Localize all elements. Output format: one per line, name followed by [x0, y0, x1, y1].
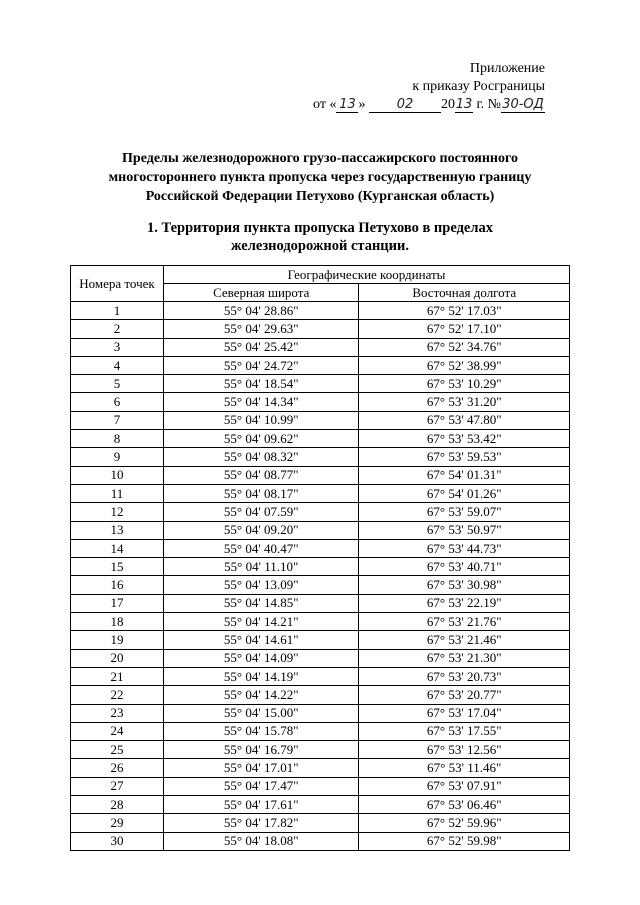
order-year-suffix: 13: [455, 97, 473, 112]
longitude-cell: 67° 53' 17.55": [359, 722, 570, 740]
longitude-cell: 67° 53' 47.80": [359, 411, 570, 429]
appendix-header: [313, 60, 545, 114]
point-number-cell: 18: [71, 613, 164, 631]
table-row: [71, 484, 570, 502]
table-row: [71, 448, 570, 466]
latitude-cell: 55° 04' 18.08": [164, 832, 359, 850]
table-row: [71, 796, 570, 814]
longitude-cell: 67° 53' 53.42": [359, 430, 570, 448]
latitude-cell: 55° 04' 15.00": [164, 704, 359, 722]
table-row: [71, 594, 570, 612]
order-day: 13: [336, 97, 358, 113]
point-number-cell: 28: [71, 796, 164, 814]
point-number-cell: 10: [71, 466, 164, 484]
longitude-cell: 67° 52' 17.03": [359, 302, 570, 320]
longitude-cell: 67° 52' 59.98": [359, 832, 570, 850]
point-number-cell: 24: [71, 722, 164, 740]
table-row: [71, 558, 570, 576]
point-number-cell: 21: [71, 667, 164, 685]
longitude-cell: 67° 53' 31.20": [359, 393, 570, 411]
longitude-cell: 67° 53' 59.53": [359, 448, 570, 466]
longitude-cell: 67° 53' 20.77": [359, 686, 570, 704]
latitude-cell: 55° 04' 14.09": [164, 649, 359, 667]
order-prefix: от «: [313, 97, 337, 112]
longitude-cell: 67° 53' 20.73": [359, 667, 570, 685]
point-number-cell: 12: [71, 503, 164, 521]
latitude-cell: 55° 04' 17.82": [164, 814, 359, 832]
section-heading: [0, 219, 640, 255]
point-number-cell: 3: [71, 338, 164, 356]
latitude-cell: 55° 04' 15.78": [164, 722, 359, 740]
table-row: [71, 649, 570, 667]
latitude-cell: 55° 04' 09.20": [164, 521, 359, 539]
longitude-cell: 67° 53' 50.97": [359, 521, 570, 539]
point-number-cell: 26: [71, 759, 164, 777]
latitude-cell: 55° 04' 11.10": [164, 558, 359, 576]
point-number-cell: 23: [71, 704, 164, 722]
table-row: [71, 759, 570, 777]
table-row: [71, 613, 570, 631]
table-row: [71, 539, 570, 557]
table-row: [71, 411, 570, 429]
appendix-order-ref: к приказу Росграницы: [412, 79, 545, 94]
longitude-cell: 67° 53' 21.76": [359, 613, 570, 631]
point-number-cell: 4: [71, 356, 164, 374]
latitude-cell: 55° 04' 08.17": [164, 484, 359, 502]
table-row: [71, 777, 570, 795]
table-row: [71, 832, 570, 850]
table-row: [71, 722, 570, 740]
longitude-cell: 67° 53' 10.29": [359, 375, 570, 393]
latitude-cell: 55° 04' 14.19": [164, 667, 359, 685]
order-number: 30-ОД: [502, 97, 544, 112]
section-heading-line: 1. Территория пункта пропуска Петухово в пределах: [147, 220, 493, 236]
title-line: Пределы железнодорожного грузо-пассажирского постоянного: [122, 151, 518, 166]
latitude-header: Северная широта: [164, 284, 359, 302]
point-number-cell: 13: [71, 521, 164, 539]
order-month: 02: [369, 97, 441, 113]
table-row: [71, 631, 570, 649]
latitude-cell: 55° 04' 25.42": [164, 338, 359, 356]
latitude-cell: 55° 04' 40.47": [164, 539, 359, 557]
point-number-cell: 19: [71, 631, 164, 649]
table-row: [71, 503, 570, 521]
latitude-cell: 55° 04' 08.77": [164, 466, 359, 484]
appendix-label: Приложение: [469, 61, 545, 76]
longitude-header: Восточная долгота: [359, 284, 570, 302]
point-number-cell: 15: [71, 558, 164, 576]
latitude-cell: 55° 04' 14.21": [164, 613, 359, 631]
point-number-cell: 14: [71, 539, 164, 557]
order-year-prefix: 20: [440, 97, 455, 112]
latitude-cell: 55° 04' 14.22": [164, 686, 359, 704]
table-row: [71, 375, 570, 393]
point-number-header: Номера точек: [71, 266, 164, 302]
longitude-cell: 67° 53' 21.30": [359, 649, 570, 667]
latitude-cell: 55° 04' 17.61": [164, 796, 359, 814]
point-number-cell: 20: [71, 649, 164, 667]
table-row: [71, 320, 570, 338]
table-row: [71, 686, 570, 704]
longitude-cell: 67° 52' 38.99": [359, 356, 570, 374]
latitude-cell: 55° 04' 08.32": [164, 448, 359, 466]
latitude-cell: 55° 04' 17.01": [164, 759, 359, 777]
document-title: [0, 149, 640, 206]
latitude-cell: 55° 04' 13.09": [164, 576, 359, 594]
longitude-cell: 67° 53' 40.71": [359, 558, 570, 576]
point-number-cell: 7: [71, 411, 164, 429]
point-number-cell: 29: [71, 814, 164, 832]
point-number-cell: 17: [71, 594, 164, 612]
table-row: [71, 466, 570, 484]
latitude-cell: 55° 04' 18.54": [164, 375, 359, 393]
latitude-cell: 55° 04' 09.62": [164, 430, 359, 448]
longitude-cell: 67° 53' 11.46": [359, 759, 570, 777]
table-row: [71, 338, 570, 356]
table-row: [71, 356, 570, 374]
point-number-cell: 22: [71, 686, 164, 704]
latitude-cell: 55° 04' 10.99": [164, 411, 359, 429]
title-line: многостороннего пункта пропуска через государственную границу: [108, 170, 532, 185]
point-number-cell: 9: [71, 448, 164, 466]
point-number-cell: 25: [71, 741, 164, 759]
point-number-cell: 16: [71, 576, 164, 594]
point-number-cell: 11: [71, 484, 164, 502]
longitude-cell: 67° 53' 21.46": [359, 631, 570, 649]
longitude-cell: 67° 53' 44.73": [359, 539, 570, 557]
longitude-cell: 67° 52' 34.76": [359, 338, 570, 356]
point-number-cell: 2: [71, 320, 164, 338]
table-row: [71, 521, 570, 539]
table-row: [71, 302, 570, 320]
table-row: [71, 576, 570, 594]
latitude-cell: 55° 04' 14.61": [164, 631, 359, 649]
longitude-cell: 67° 54' 01.26": [359, 484, 570, 502]
coordinates-table-body: [71, 302, 570, 851]
section-heading-line: железнодорожной станции.: [230, 238, 409, 254]
table-row: [71, 704, 570, 722]
longitude-cell: 67° 53' 22.19": [359, 594, 570, 612]
order-day-close: »: [358, 97, 366, 112]
longitude-cell: 67° 53' 12.56": [359, 741, 570, 759]
coordinates-table: [70, 265, 570, 851]
longitude-cell: 67° 52' 17.10": [359, 320, 570, 338]
table-row: [71, 393, 570, 411]
order-date-number: [313, 96, 545, 114]
point-number-cell: 30: [71, 832, 164, 850]
latitude-cell: 55° 04' 17.47": [164, 777, 359, 795]
title-line: Российской Федерации Петухово (Курганская область): [145, 189, 495, 204]
latitude-cell: 55° 04' 14.85": [164, 594, 359, 612]
point-number-cell: 5: [71, 375, 164, 393]
longitude-cell: 67° 54' 01.31": [359, 466, 570, 484]
order-year-after: г. №: [476, 97, 501, 112]
point-number-cell: 6: [71, 393, 164, 411]
latitude-cell: 55° 04' 28.86": [164, 302, 359, 320]
latitude-cell: 55° 04' 16.79": [164, 741, 359, 759]
table-row: [71, 430, 570, 448]
point-number-cell: 8: [71, 430, 164, 448]
latitude-cell: 55° 04' 14.34": [164, 393, 359, 411]
table-row: [71, 814, 570, 832]
longitude-cell: 67° 53' 06.46": [359, 796, 570, 814]
latitude-cell: 55° 04' 24.72": [164, 356, 359, 374]
latitude-cell: 55° 04' 29.63": [164, 320, 359, 338]
longitude-cell: 67° 53' 07.91": [359, 777, 570, 795]
table-row: [71, 667, 570, 685]
latitude-cell: 55° 04' 07.59": [164, 503, 359, 521]
point-number-cell: 1: [71, 302, 164, 320]
longitude-cell: 67° 53' 30.98": [359, 576, 570, 594]
longitude-cell: 67° 53' 59.07": [359, 503, 570, 521]
table-row: [71, 741, 570, 759]
longitude-cell: 67° 53' 17.04": [359, 704, 570, 722]
point-number-cell: 27: [71, 777, 164, 795]
longitude-cell: 67° 52' 59.96": [359, 814, 570, 832]
coordinates-header: Географические координаты: [164, 266, 570, 284]
